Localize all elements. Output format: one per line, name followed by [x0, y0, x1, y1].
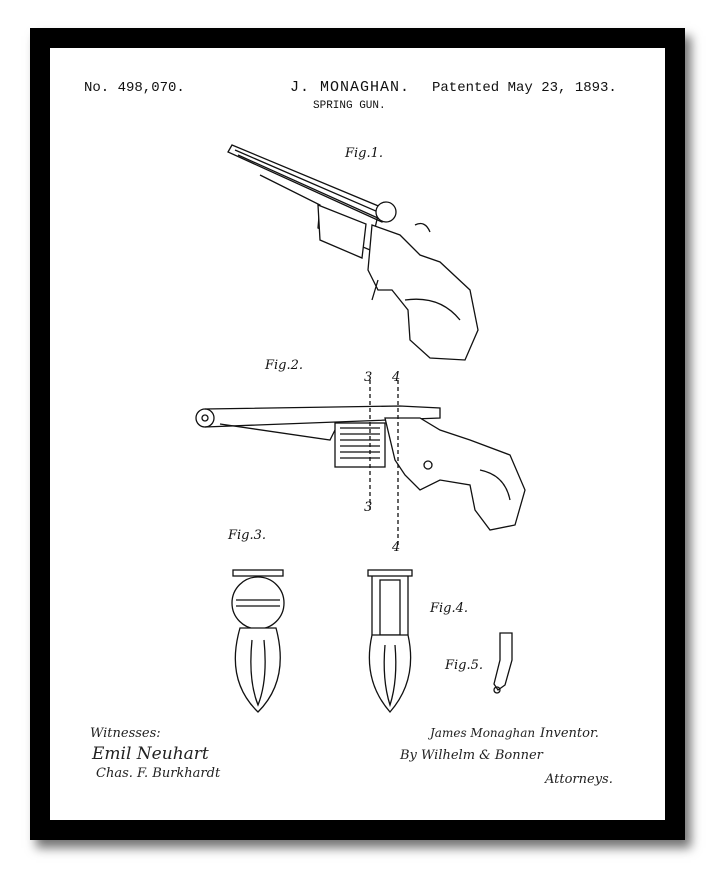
fig-5-label: Fig.5.	[445, 658, 484, 673]
inventor-name: J. MONAGHAN.	[290, 79, 411, 96]
fig-4-label: Fig.4.	[430, 601, 469, 616]
fig-1-label: Fig.1.	[345, 146, 384, 161]
fig-3-drawing	[232, 570, 284, 712]
fig-1-drawing	[228, 145, 478, 360]
fig-3-label: Fig.3.	[228, 528, 267, 543]
witnesses-label: Witnesses:	[90, 726, 161, 741]
fig-5-drawing	[494, 633, 512, 693]
section-mark: 3	[364, 370, 373, 385]
section-mark: 3	[364, 500, 373, 515]
patent-date: Patented May 23, 1893.	[432, 80, 617, 96]
inventor-label: Inventor.	[540, 726, 599, 741]
section-mark: 4	[392, 370, 401, 385]
patent-number: No. 498,070.	[84, 80, 185, 96]
fig-2-drawing	[196, 380, 525, 545]
witness-signature: Chas. F. Burkhardt	[96, 766, 221, 781]
section-mark: 4	[392, 540, 401, 555]
inventor-signature: James Monaghan	[430, 726, 536, 740]
attorneys-label: Attorneys.	[545, 772, 613, 787]
attorney-signature: By Wilhelm & Bonner	[400, 748, 543, 763]
patent-title: SPRING GUN.	[313, 100, 386, 112]
witness-signature: Emil Neuhart	[92, 744, 209, 764]
fig-4-drawing	[368, 570, 412, 712]
fig-2-label: Fig.2.	[265, 358, 304, 373]
